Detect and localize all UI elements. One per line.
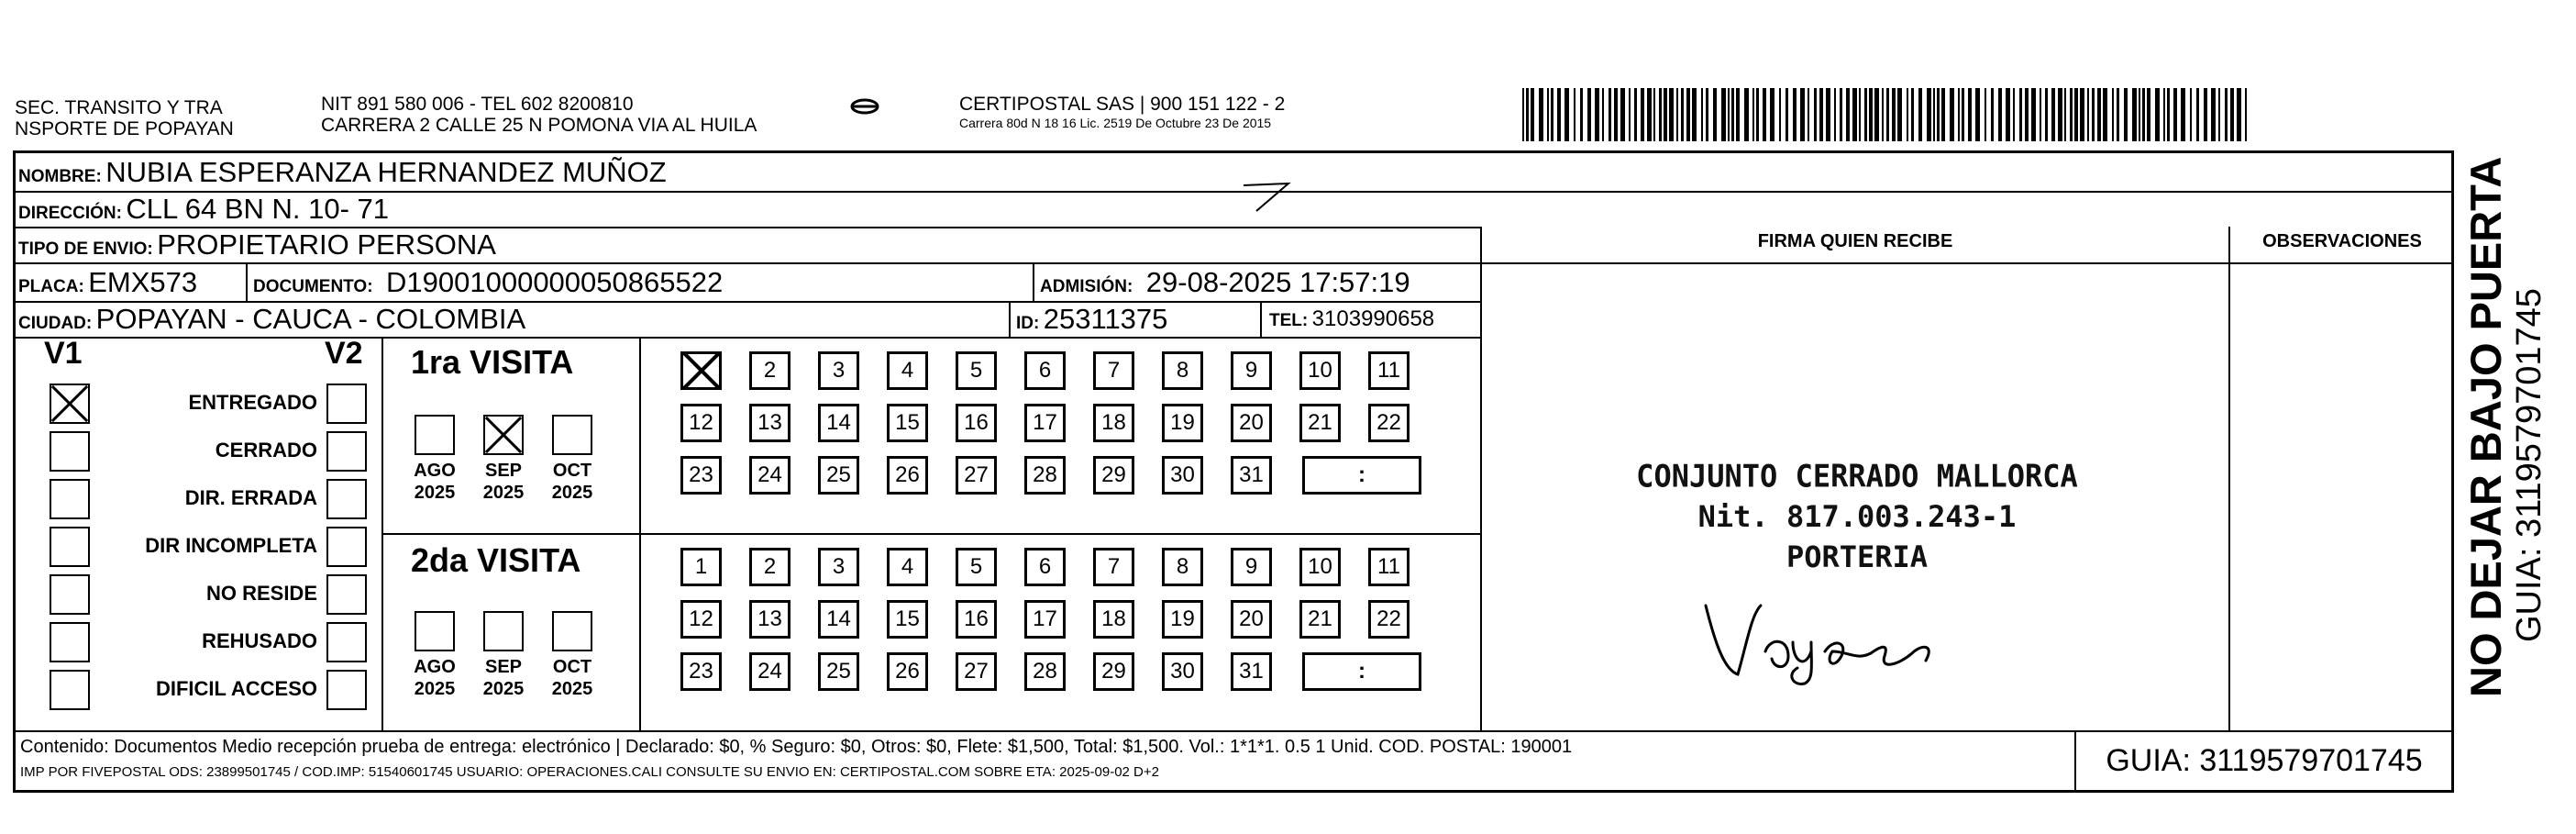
first-visit-month-checkbox[interactable] [415, 415, 455, 455]
second-visit-day-box[interactable]: 15 [887, 600, 928, 639]
barcode-bar [1706, 88, 1708, 141]
second-visit-day-box[interactable]: 24 [749, 652, 790, 691]
first-visit-day-box[interactable]: 14 [818, 404, 859, 442]
barcode-bar [1962, 88, 1964, 141]
barcode-bar [1834, 88, 1836, 141]
barcode-bar [1859, 88, 1861, 141]
stamp-line-1: CONJUNTO CERRADO MALLORCA [1636, 458, 2078, 495]
barcode-bar [1808, 88, 1809, 141]
barcode-bar [1595, 88, 1599, 141]
barcode-bar [1968, 88, 1972, 141]
barcode-bar [2237, 88, 2241, 141]
barcode-bar [1882, 88, 1884, 141]
barcode-bar [2142, 88, 2145, 141]
status-label: REHUSADO [202, 629, 317, 652]
barcode-bar [2204, 88, 2207, 141]
first-visit-day-box[interactable]: 18 [1093, 404, 1134, 442]
second-visit-day-box[interactable]: 10 [1299, 548, 1341, 586]
barcode-bar [1744, 88, 1749, 141]
placa-label: PLACA: [18, 277, 84, 296]
barcode-bar [1763, 88, 1766, 141]
courier-info [959, 94, 1285, 131]
barcode-bar [1941, 88, 1945, 141]
first-visit-day-box[interactable]: 3 [818, 351, 859, 390]
barcode-bar [2097, 88, 2101, 141]
v1-checkbox[interactable] [50, 670, 90, 710]
v1-checkbox[interactable] [50, 479, 90, 519]
second-visit-day-box[interactable]: 20 [1231, 600, 1272, 639]
address-row [18, 194, 389, 230]
barcode-bar [1669, 88, 1674, 141]
status-label: ENTREGADO [188, 391, 317, 414]
barcode-bar [2013, 88, 2015, 141]
first-visit-day-box[interactable]: 6 [1024, 351, 1066, 390]
document-value: D19001000000050865522 [386, 266, 724, 298]
admission-field [1040, 267, 1410, 304]
id-value: 25311375 [1043, 303, 1168, 335]
pen-mark [1238, 178, 1311, 215]
barcode-bar [1907, 88, 1908, 141]
barcode-bar [1937, 88, 1940, 141]
first-visit-day-box[interactable]: 4 [887, 351, 928, 390]
barcode-bar [2064, 88, 2066, 141]
barcode-bar [2112, 88, 2114, 141]
barcode-bar [1864, 88, 1867, 141]
first-visit-day-box[interactable]: 11 [1368, 351, 1410, 390]
barcode-bar [2230, 88, 2234, 141]
second-visit-day-box[interactable]: 25 [818, 652, 859, 691]
barcode-bar [1918, 88, 1922, 141]
barcode-bar [2155, 88, 2160, 141]
rule-line [2228, 227, 2230, 730]
first-visit-day-box[interactable]: 17 [1024, 404, 1066, 442]
second-visit-day-box[interactable]: 21 [1299, 600, 1341, 639]
barcode-bar [1557, 88, 1561, 141]
barcode-bar [1950, 88, 1954, 141]
barcode-bar [1752, 88, 1754, 141]
barcode-bar [1531, 88, 1534, 141]
month-year: 2025 [551, 679, 593, 699]
barcode-bar [1664, 88, 1667, 141]
second-visit-day-box[interactable]: 3 [818, 548, 859, 586]
barcode-bar [1731, 88, 1734, 141]
v2-checkbox[interactable] [326, 574, 367, 615]
first-visit-day-box[interactable]: 9 [1231, 351, 1272, 390]
barcode-bar [1602, 88, 1604, 141]
barcode-bar [2196, 88, 2199, 141]
second-visit-day-box[interactable]: 4 [887, 548, 928, 586]
second-visit-month-label [407, 656, 462, 700]
barcode-bar [1933, 88, 1935, 141]
rule-line [2228, 262, 2454, 264]
address-value: CLL 64 BN N. 10- 71 [126, 193, 390, 225]
courier-name: CERTIPOSTAL SAS | 900 151 122 - 2 [959, 94, 1286, 115]
courier-license: Carrera 80d N 18 16 Lic. 2519 De Octubre 23 De 2015 [959, 116, 1272, 130]
barcode-bar [1609, 88, 1611, 141]
status-label: CERRADO [215, 439, 317, 461]
barcode-bar [1874, 88, 1879, 141]
first-visit-day-box[interactable]: 13 [749, 404, 790, 442]
v1-checkbox[interactable] [50, 431, 90, 472]
first-visit-day-box[interactable]: 26 [887, 456, 928, 495]
signature-header: FIRMA QUIEN RECIBE [1757, 231, 1953, 251]
barcode-bar [1692, 88, 1697, 141]
barcode-bar [2139, 88, 2140, 141]
nombre-label: NOMBRE: [18, 167, 102, 186]
sender-line-2: NSPORTE DE POPAYAN [15, 118, 234, 139]
barcode-bar [2087, 88, 2089, 141]
rule-line [1480, 227, 1482, 730]
first-visit-day-box[interactable]: 27 [956, 456, 997, 495]
barcode-bar [1686, 88, 1690, 141]
barcode-bar [2225, 88, 2228, 141]
first-visit-month-label [407, 460, 462, 504]
barcode-bar [2074, 88, 2078, 141]
second-visit-day-box[interactable]: 31 [1231, 652, 1272, 691]
v1-header: V1 [44, 336, 83, 371]
second-visit-day-box[interactable]: 5 [956, 548, 997, 586]
barcode-bar [1522, 88, 1524, 141]
ciudad-label: CIUDAD: [18, 314, 93, 333]
barcode-bar [1629, 88, 1631, 141]
barcode-bar [1551, 88, 1553, 141]
barcode-bar [1721, 88, 1726, 141]
first-visit-day-box[interactable] [680, 351, 722, 390]
rule-line [1033, 264, 1034, 301]
month-year: 2025 [482, 483, 525, 503]
barcode-bar [2051, 88, 2055, 141]
direccion-label: DIRECCIÓN: [18, 204, 122, 223]
barcode-bar [1886, 88, 1889, 141]
first-visit-day-box[interactable]: 20 [1231, 404, 1272, 442]
second-visit-month-checkbox[interactable] [552, 611, 592, 651]
second-visit-day-box[interactable]: 14 [818, 600, 859, 639]
city-value: POPAYAN - CAUCA - COLOMBIA [95, 303, 526, 335]
second-visit-day-box[interactable]: 26 [887, 652, 928, 691]
plate-field [18, 267, 197, 304]
barcode-bar [1819, 88, 1823, 141]
month-year: 2025 [414, 679, 456, 699]
v2-checkbox[interactable] [326, 670, 367, 710]
barcode-bar [2103, 88, 2107, 141]
barcode-bar [2124, 88, 2128, 141]
barcode-bar [2173, 88, 2177, 141]
recipient-name: NUBIA ESPERANZA HERNANDEZ MUÑOZ [105, 156, 667, 188]
first-visit-day-box[interactable]: 29 [1093, 456, 1134, 495]
barcode-bar [1526, 88, 1529, 141]
barcode-bar [1539, 88, 1543, 141]
second-visit-day-box[interactable]: 17 [1024, 600, 1066, 639]
first-visit-title: 1ra VISITA [411, 343, 574, 381]
barcode-bar [2245, 88, 2247, 141]
v2-checkbox[interactable] [326, 431, 367, 472]
barcode-bar [1846, 88, 1850, 141]
sender-name [15, 97, 234, 139]
barcode-bar [2045, 88, 2048, 141]
first-visit-month-checkbox[interactable] [483, 415, 524, 455]
v1-checkbox[interactable] [50, 527, 90, 567]
handwritten-signature [1697, 587, 1972, 688]
content-details: Contenido: Documentos Medio recepción prueba de entrega: electrónico | Declarado: $0, % Seguro: $0, Otros: $0, Flete: $1,500, Total: $1,500. Vol.: 1*1*1. 0.5 1 Unid. COD. POSTAL: 190001 [20, 737, 1573, 757]
barcode-bar [1647, 88, 1652, 141]
stamp-line-3: PORTERIA [1786, 539, 1929, 574]
rule-line [1260, 301, 1262, 338]
month-name: OCT [552, 461, 592, 481]
barcode-bar [2190, 88, 2192, 141]
first-visit-day-box[interactable]: 5 [956, 351, 997, 390]
first-visit-day-box[interactable]: 10 [1299, 351, 1341, 390]
barcode-bar [1713, 88, 1717, 141]
second-visit-time-box[interactable]: : [1302, 652, 1421, 691]
sender-info [321, 94, 757, 136]
second-visit-day-box[interactable]: 22 [1368, 600, 1410, 639]
second-visit-day-box[interactable]: 9 [1231, 548, 1272, 586]
first-visit-day-box[interactable]: 23 [680, 456, 722, 495]
first-visit-day-box[interactable]: 2 [749, 351, 790, 390]
second-visit-day-box[interactable]: 13 [749, 600, 790, 639]
barcode-bar [2070, 88, 2073, 141]
month-name: AGO [414, 461, 456, 481]
month-name: SEP [484, 461, 523, 481]
barcode-bar [1756, 88, 1759, 141]
barcode-bar [2167, 88, 2170, 141]
rule-line [381, 533, 1480, 535]
tipo-envio-label: TIPO DE ENVIO: [18, 239, 153, 259]
barcode-bar [1547, 88, 1549, 141]
barcode-bar [1991, 88, 1994, 141]
second-visit-day-box[interactable]: 30 [1162, 652, 1203, 691]
second-visit-day-box[interactable]: 19 [1162, 600, 1203, 639]
v1-checkbox[interactable] [50, 384, 90, 424]
month-name: AGO [414, 657, 456, 677]
barcode-bar [1927, 88, 1931, 141]
barcode-bar [1897, 88, 1902, 141]
second-visit-day-box[interactable]: 18 [1093, 600, 1134, 639]
barcode-bar [1614, 88, 1618, 141]
rule-line [246, 264, 248, 301]
second-visit-day-box[interactable]: 6 [1024, 548, 1066, 586]
v2-checkbox[interactable] [326, 479, 367, 519]
rule-line [13, 730, 2454, 732]
status-label: DIFICIL ACCESO [155, 677, 317, 700]
barcode-bar [2218, 88, 2220, 141]
second-visit-day-box[interactable]: 8 [1162, 548, 1203, 586]
barcode-bar [1587, 88, 1591, 141]
barcode-bar [1786, 88, 1788, 141]
barcode-bar [1770, 88, 1774, 141]
barcode-bar [2211, 88, 2216, 141]
barcode-bar [2058, 88, 2062, 141]
barcode-bar [1840, 88, 1842, 141]
v2-checkbox[interactable] [326, 622, 367, 662]
tel-label: TEL: [1269, 311, 1309, 330]
barcode-bar [2117, 88, 2119, 141]
first-visit-time-box[interactable]: : [1302, 456, 1421, 495]
barcode-bar [1800, 88, 1805, 141]
first-visit-day-box[interactable]: 7 [1093, 351, 1134, 390]
print-details: IMP POR FIVEPOSTAL ODS: 23899501745 / COD.IMP: 51540601745 USUARIO: OPERACIONES.CALI CONSULTE SU ENVIO EN: CERTIPOSTAL.COM SOBRE ETA: 2025-09-02 D+2 [20, 764, 1159, 780]
v2-checkbox[interactable] [326, 384, 367, 424]
second-visit-month-label [476, 656, 531, 700]
documento-label: DOCUMENTO: [253, 277, 373, 296]
barcode-bar [1701, 88, 1703, 141]
second-visit-title: 2da VISITA [411, 541, 581, 579]
barcode-bar [2163, 88, 2165, 141]
status-label: NO RESIDE [205, 582, 317, 605]
barcode-bar [1653, 88, 1655, 141]
barcode-bar [2132, 88, 2137, 141]
barcode-bar [1728, 88, 1730, 141]
shipment-type-value: PROPIETARIO PERSONA [157, 228, 496, 261]
first-visit-day-box[interactable]: 21 [1299, 404, 1341, 442]
barcode-bar [2080, 88, 2084, 141]
guide-number-footer: GUIA: 3119579701745 [2106, 743, 2423, 778]
second-visit-day-box[interactable]: 27 [956, 652, 997, 691]
v2-checkbox[interactable] [326, 527, 367, 567]
barcode-bar [1911, 88, 1914, 141]
second-visit-day-box[interactable]: 7 [1093, 548, 1134, 586]
barcode-bar [1681, 88, 1684, 141]
first-visit-day-box[interactable]: 25 [818, 456, 859, 495]
shipment-type-row [18, 229, 496, 266]
first-visit-day-box[interactable]: 16 [956, 404, 997, 442]
barcode-image [1522, 88, 2256, 143]
barcode-bar [1985, 88, 1986, 141]
barcode-bar [1564, 88, 1569, 141]
second-visit-month-checkbox[interactable] [415, 611, 455, 651]
second-visit-day-box[interactable]: 11 [1368, 548, 1410, 586]
barcode-bar [1958, 88, 1960, 141]
barcode-bar [1869, 88, 1873, 141]
id-label: ID: [1016, 314, 1040, 333]
first-visit-month-checkbox[interactable] [552, 415, 592, 455]
second-visit-month-label [545, 656, 600, 700]
v1-checkbox[interactable] [50, 622, 90, 662]
barcode-bar [1826, 88, 1830, 141]
sender-line-1: SEC. TRANSITO Y TRA [15, 97, 223, 118]
barcode-bar [2147, 88, 2150, 141]
first-visit-month-label [476, 460, 531, 504]
rule-line [1009, 301, 1011, 338]
first-visit-day-box[interactable]: 24 [749, 456, 790, 495]
v2-header: V2 [325, 336, 363, 371]
guide-number-side: GUIA: 3119579701745 [2510, 288, 2548, 642]
second-visit-day-box[interactable]: 28 [1024, 652, 1066, 691]
barcode-bar [2092, 88, 2095, 141]
city-field [18, 304, 525, 340]
barcode-bar [1779, 88, 1781, 141]
barcode-bar [1676, 88, 1678, 141]
second-visit-day-box[interactable]: 2 [749, 548, 790, 586]
barcode-bar [2031, 88, 2036, 141]
barcode-bar [1998, 88, 2002, 141]
second-visit-month-checkbox[interactable] [483, 611, 524, 651]
barcode-bar [2025, 88, 2029, 141]
barcode-bar [1736, 88, 1740, 141]
barcode-bar [1620, 88, 1625, 141]
document-field [253, 267, 723, 304]
barcode-bar [1634, 88, 1637, 141]
first-visit-day-box[interactable]: 22 [1368, 404, 1410, 442]
month-name: OCT [552, 657, 592, 677]
barcode-bar [1659, 88, 1662, 141]
second-visit-day-box[interactable]: 29 [1093, 652, 1134, 691]
barcode-bar [2006, 88, 2010, 141]
second-visit-day-box[interactable]: 12 [680, 600, 722, 639]
phone-field [1269, 304, 1434, 338]
second-visit-day-box[interactable]: 23 [680, 652, 722, 691]
stamp-line-2: Nit. 817.003.243-1 [1697, 499, 2017, 534]
status-label: DIR INCOMPLETA [145, 534, 317, 557]
month-year: 2025 [414, 483, 456, 503]
admision-label: ADMISIÓN: [1040, 277, 1133, 296]
first-visit-day-box[interactable]: 28 [1024, 456, 1066, 495]
month-name: SEP [484, 657, 523, 677]
barcode-bar [2019, 88, 2022, 141]
second-visit-day-box[interactable]: 1 [680, 548, 722, 586]
courier-logo-icon [848, 95, 881, 118]
sender-address: CARRERA 2 CALLE 25 N POMONA VIA AL HUILA [321, 115, 757, 136]
recipient-name-row [18, 157, 667, 194]
barcode-bar [2040, 88, 2041, 141]
sender-nit: NIT 891 580 006 - TEL 602 8200810 [321, 94, 634, 115]
second-visit-day-box[interactable]: 16 [956, 600, 997, 639]
month-year: 2025 [551, 483, 593, 503]
plate-value: EMX573 [88, 266, 198, 298]
first-visit-day-box[interactable]: 8 [1162, 351, 1203, 390]
barcode-bar [1574, 88, 1575, 141]
barcode-bar [1975, 88, 1980, 141]
barcode-bar [2181, 88, 2185, 141]
admission-value: 29-08-2025 17:57:19 [1145, 266, 1410, 298]
first-visit-day-box[interactable]: 12 [680, 404, 722, 442]
v1-checkbox[interactable] [50, 574, 90, 615]
first-visit-day-box[interactable]: 30 [1162, 456, 1203, 495]
barcode-bar [1852, 88, 1857, 141]
status-label: DIR. ERRADA [184, 486, 317, 509]
reception-stamp [1559, 459, 2155, 574]
barcode-bar [1892, 88, 1896, 141]
phone-value: 3103990658 [1311, 306, 1435, 331]
first-visit-day-box[interactable]: 15 [887, 404, 928, 442]
first-visit-day-box[interactable]: 31 [1231, 456, 1272, 495]
barcode-bar [1814, 88, 1817, 141]
observations-header: OBSERVACIONES [2262, 231, 2422, 251]
month-year: 2025 [482, 679, 525, 699]
barcode-bar [1793, 88, 1797, 141]
first-visit-day-box[interactable]: 19 [1162, 404, 1203, 442]
barcode-bar [1580, 88, 1583, 141]
id-field [1016, 304, 1167, 340]
barcode-bar [1641, 88, 1644, 141]
first-visit-month-label [545, 460, 600, 504]
